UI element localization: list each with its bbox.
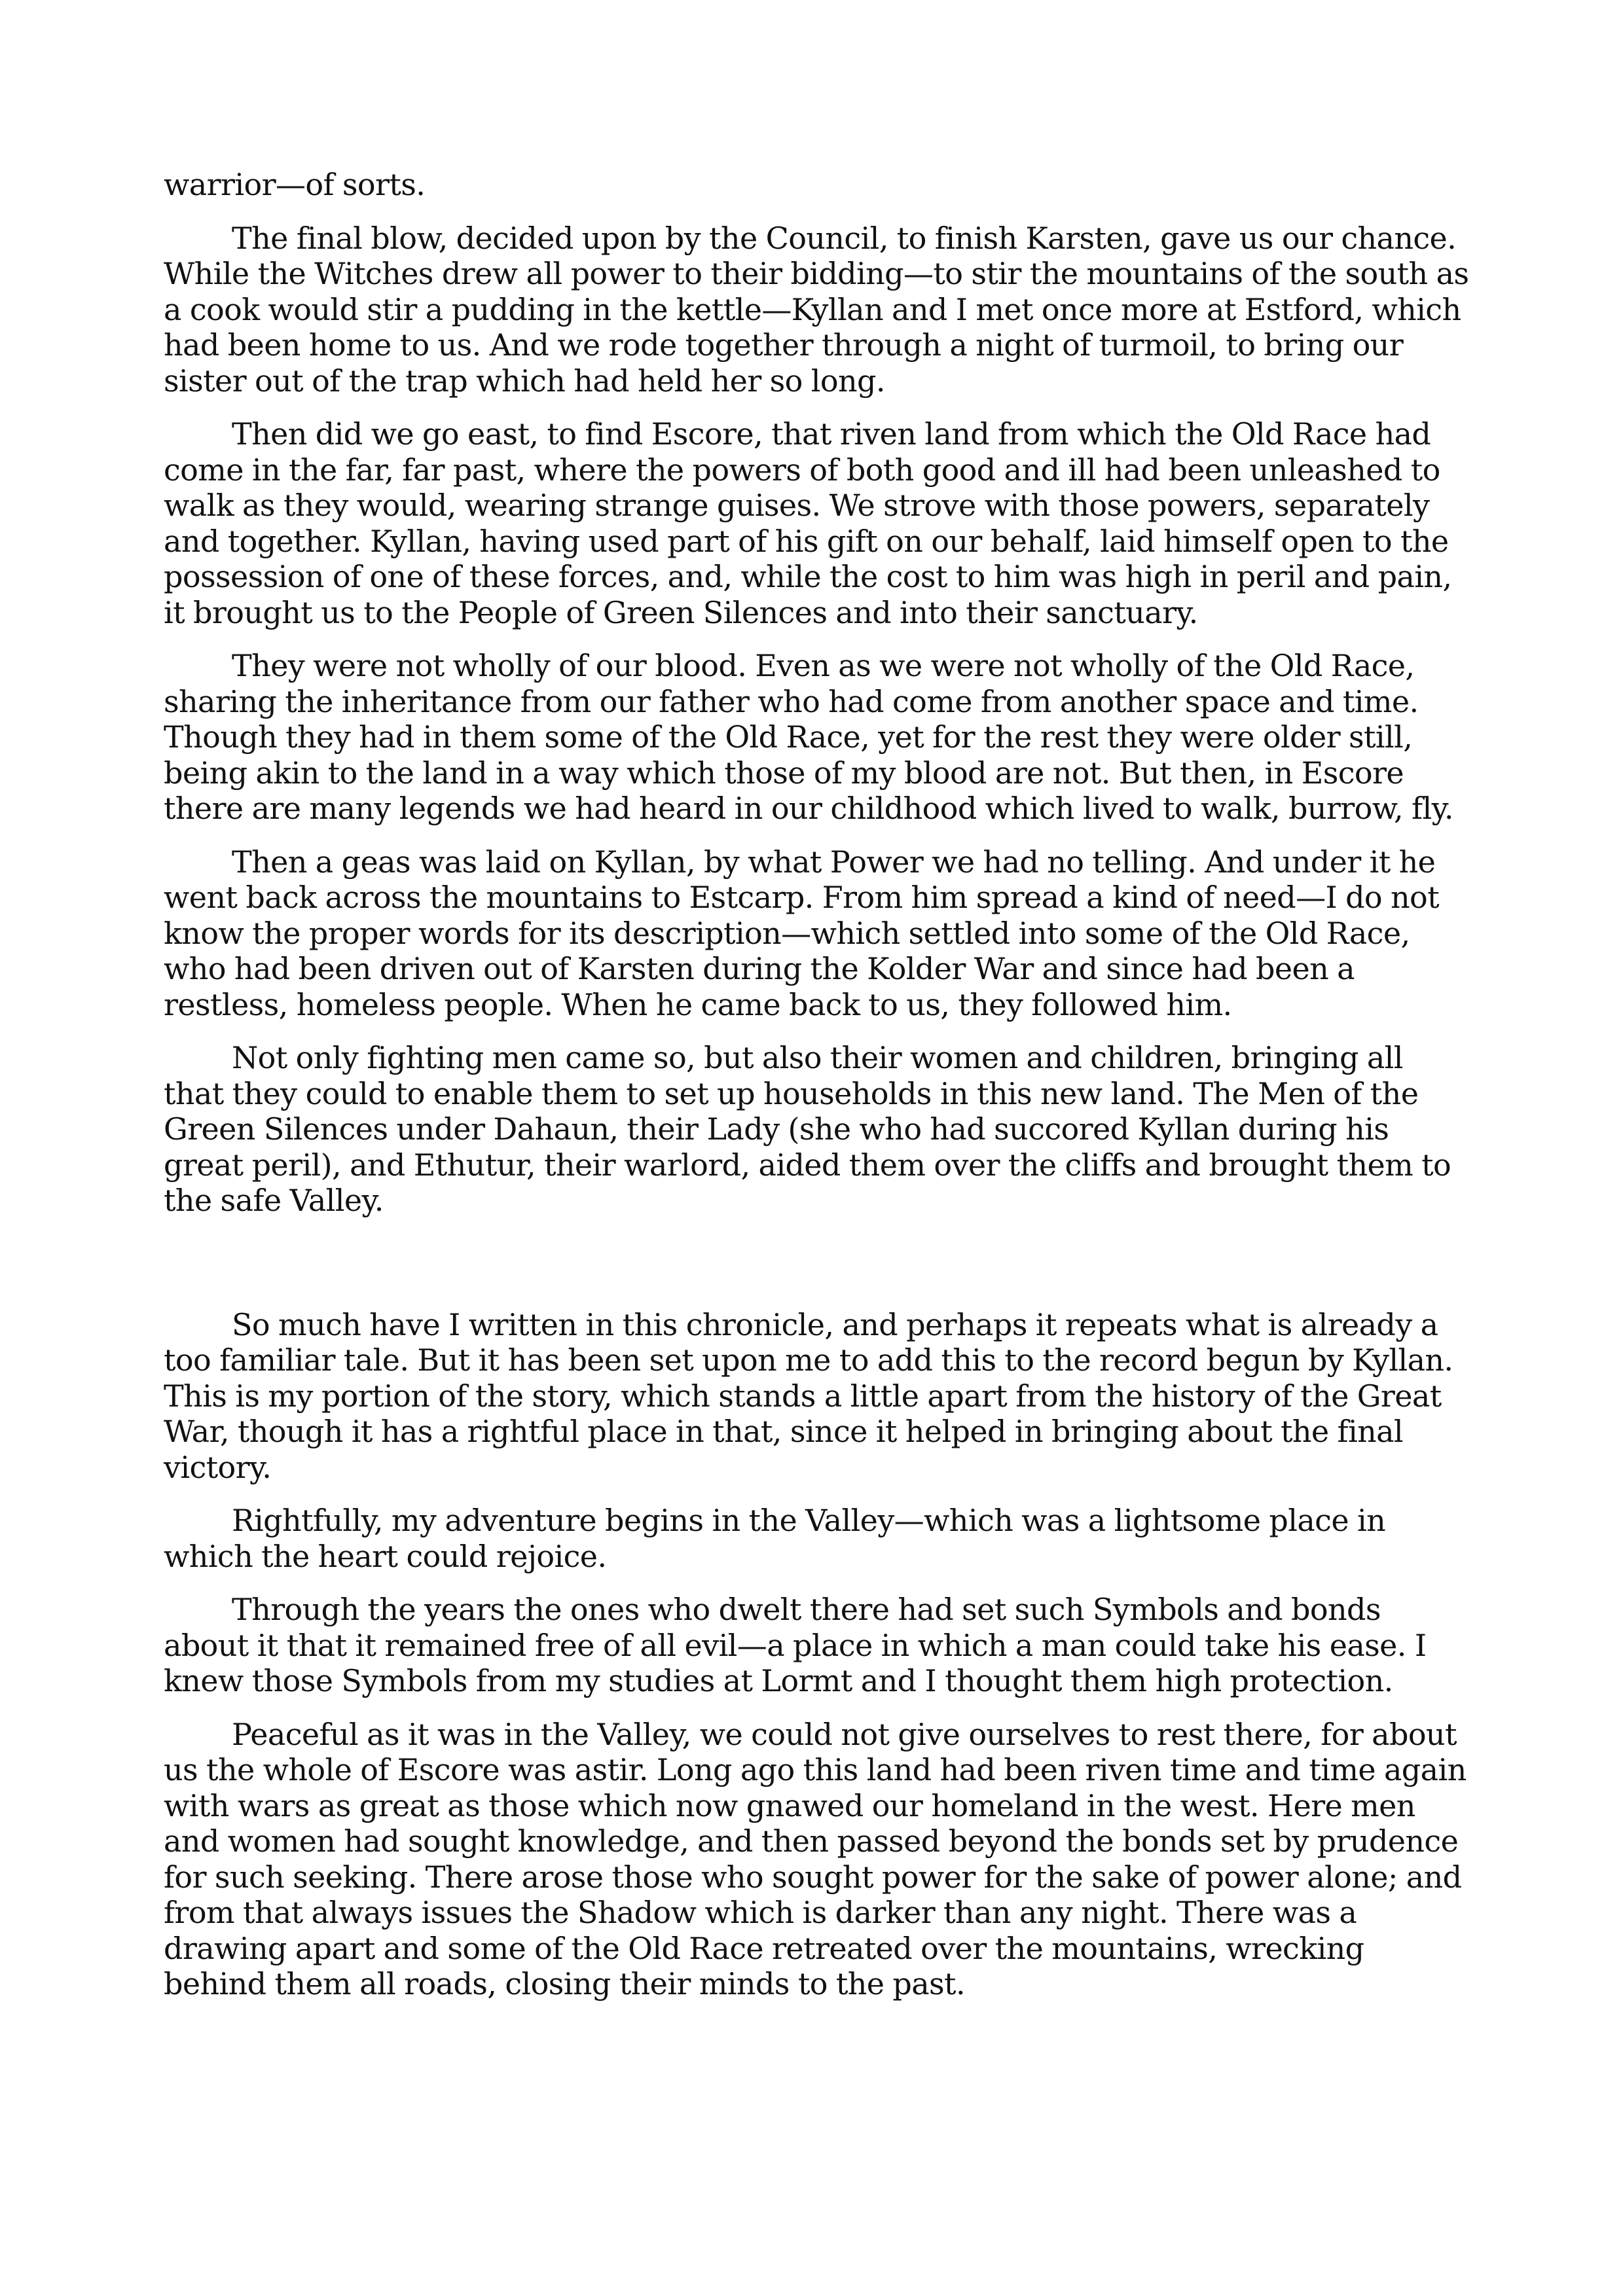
paragraph: Through the years the ones who dwelt there had set such Symbols and bonds about it that it remained free of all evil—a place in which a man could take his ease. I knew those Symbols from my studies at Lormt and I thought them high protection.: [164, 1592, 1427, 1698]
paragraph: warrior—of sorts.: [164, 167, 426, 202]
paragraph: Then a geas was laid on Kyllan, by what Power we had no telling. And under it he went back across the mountains to Estcarp. From him spread a kind of need—I do not know the proper words for its description—which settled into some of the Old Race, who had been driven out of Karsten during the Kolder War and since had been a restless, homeless people. When he came back to us, they followed him.: [164, 844, 1440, 1022]
section-break: [164, 1236, 1470, 1307]
paragraph: They were not wholly of our blood. Even as we were not wholly of the Old Race, sharing the inheritance from our father who had come from another space and time. Though they had in them some of the Old Race, yet for the rest they were older still, being akin to the land in a way which those of my blood are not. But then, in Escore there are many legends we had heard in our childhood which lived to walk, burrow, fly.: [164, 648, 1453, 826]
paragraph: So much have I written in this chronicle, and perhaps it repeats what is already a too familiar tale. But it has been set upon me to add this to the record begun by Kyllan. This is my portion of the story, which stands a little apart from the history of the Great War, though it has a rightful place in that, since it helped in bringing about the final victory.: [164, 1306, 1453, 1485]
paragraph: Not only fighting men came so, but also their women and children, bringing all that they could to enable them to set up households in this new land. The Men of the Green Silences under Dahaun, their Lady (she who had succored Kyllan during his great peril), and Ethutur, their warlord, aided them over the cliffs and brought them to the safe Valley.: [164, 1040, 1451, 1218]
chronicle-text: [164, 167, 1470, 2020]
paragraph: Peaceful as it was in the Valley, we could not give ourselves to rest there, for about us the whole of Escore was astir. Long ago this land had been riven time and time again with wars as great as those which now gnawed our homeland in the west. Here men and women had sought knowledge, and then passed beyond the bonds set by prudence for such seeking. There arose those who sought power for the sake of power alone; and from that always issues the Shadow which is darker than any night. There was a drawing apart and some of the Old Race retreated over the mountains, wrecking behind them all roads, closing their minds to the past.: [164, 1716, 1467, 2001]
paragraph: The final blow, decided upon by the Council, to finish Karsten, gave us our chance. While the Witches drew all power to their bidding—to stir the mountains of the south as a cook would stir a pudding in the kettle—Kyllan and I met once more at Estford, which had been home to us. And we rode together through a night of turmoil, to bring our sister out of the trap which had held her so long.: [164, 220, 1469, 399]
paragraph: Rightfully, my adventure begins in the Valley—which was a lightsome place in which the heart could rejoice.: [164, 1503, 1386, 1574]
paragraph: Then did we go east, to find Escore, that riven land from which the Old Race had come in the far, far past, where the powers of both good and ill had been unleashed to walk as they would, wearing strange guises. We strove with those powers, separately and together. Kyllan, having used part of his gift on our behalf, laid himself open to the possession of one of these forces, and, while the cost to him was high in peril and pain, it brought us to the People of Green Silences and into their sanctuary.: [164, 416, 1452, 630]
